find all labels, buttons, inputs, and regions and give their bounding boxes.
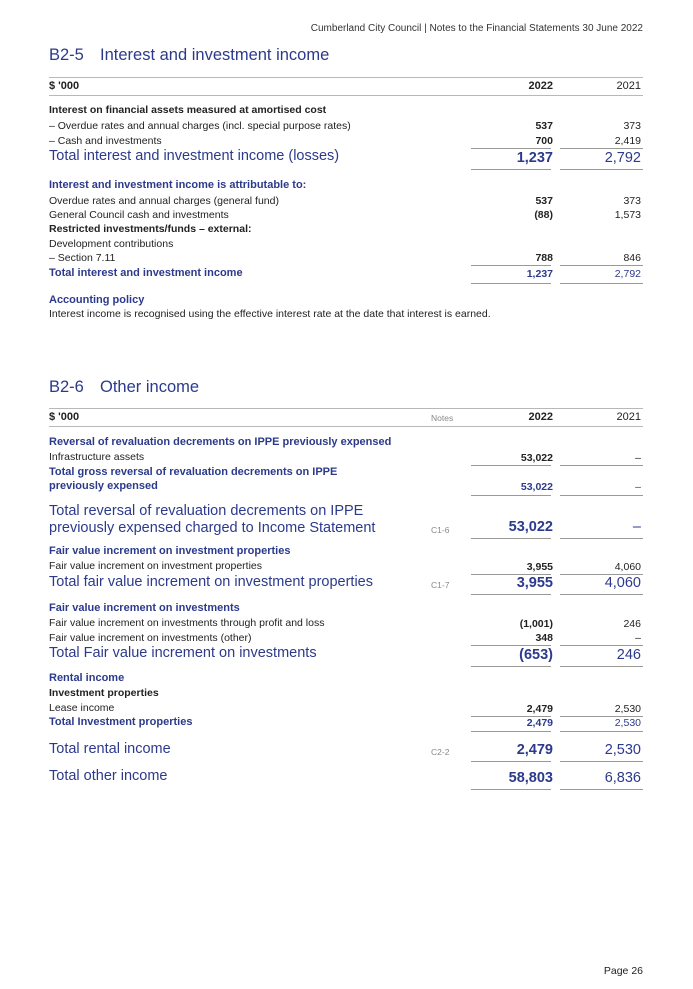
total-value-2021: 2,530	[604, 742, 641, 758]
divider	[49, 77, 643, 78]
underline	[471, 169, 551, 170]
column-2021: 2021	[616, 411, 641, 423]
underline	[560, 538, 643, 539]
total-value-2022: 2,479	[516, 742, 553, 758]
divider	[49, 95, 643, 96]
running-header: Cumberland City Council | Notes to the Financial Statements 30 June 2022	[310, 23, 643, 34]
value-2022: 700	[535, 135, 553, 147]
total-label: Total interest and investment income (losses)	[49, 148, 340, 164]
underline	[560, 148, 643, 149]
note-ref: C2-2	[431, 747, 450, 757]
value-2021: –	[635, 452, 641, 464]
row-label: General Council cash and investments	[49, 209, 229, 221]
subheading: Rental income	[49, 672, 125, 684]
underline	[471, 789, 551, 790]
section-title-b2-6	[49, 378, 199, 397]
value-2022: 537	[535, 120, 553, 132]
row-label: Overdue rates and annual charges (general fund)	[49, 195, 279, 207]
value-2021: 373	[623, 120, 641, 132]
divider	[49, 408, 643, 409]
value-2021: 1,573	[614, 209, 641, 221]
value-2021: 846	[623, 252, 641, 264]
total-value-2022: 1,237	[526, 268, 553, 280]
total-value-2021: 6,836	[604, 770, 641, 786]
column-2022: 2022	[528, 411, 553, 423]
total-value-2021: 2,792	[614, 268, 641, 280]
note-ref: C1-7	[431, 580, 450, 590]
total-label: Total Fair value increment on investments	[49, 645, 317, 661]
total-label: Total interest and investment income	[49, 267, 243, 279]
value-2022: 788	[535, 252, 553, 264]
total-value-2022: 53,022	[508, 519, 553, 535]
value-2021: –	[635, 632, 641, 644]
total-value-2021: 2,530	[614, 717, 641, 729]
row-label: – Cash and investments	[49, 135, 162, 147]
underline	[560, 594, 643, 595]
underline	[471, 495, 551, 496]
row-label: Fair value increment on investments through profit and loss	[49, 617, 325, 629]
underline	[471, 731, 551, 732]
total-label: Total fair value increment on investment properties	[49, 574, 373, 590]
section-heading: Interest and investment income	[100, 46, 330, 64]
value-2021: 2,419	[614, 135, 641, 147]
policy-text: Interest income is recognised using the effective interest rate at the date that interest is earned.	[49, 308, 491, 320]
value-2021: 246	[623, 618, 641, 630]
subheading: Investment properties	[49, 687, 159, 699]
underline	[471, 666, 551, 667]
underline	[560, 666, 643, 667]
value-2022: (88)	[534, 209, 553, 221]
value-2022: 3,955	[526, 561, 553, 573]
row-label: Fair value increment on investment properties	[49, 560, 263, 572]
underline	[560, 761, 643, 762]
underline	[471, 761, 551, 762]
row-label: – Overdue rates and annual charges (incl. special purpose rates)	[49, 120, 351, 132]
underline	[560, 495, 643, 496]
total-value-2021: 2,792	[604, 150, 641, 166]
column-2021: 2021	[616, 80, 641, 92]
total-value-2021: –	[635, 481, 641, 493]
row-label: Development contributions	[49, 238, 174, 250]
total-label: Total reversal of revaluation decrements on IPPE previously expensed charged to Income Statement	[49, 503, 376, 536]
total-label: Total other income	[49, 768, 168, 784]
underline	[560, 789, 643, 790]
total-value-2022: 58,803	[508, 770, 553, 786]
underline	[560, 169, 643, 170]
total-value-2022: 1,237	[516, 150, 553, 166]
total-value-2022: 53,022	[520, 481, 553, 493]
section-heading: Other income	[100, 378, 200, 396]
column-notes: Notes	[431, 413, 454, 423]
underline	[560, 731, 643, 732]
subheading: Fair value increment on investment properties	[49, 545, 291, 557]
total-value-2021: 246	[616, 647, 641, 663]
value-2022: 537	[535, 195, 553, 207]
policy-heading: Accounting policy	[49, 294, 145, 306]
underline	[471, 265, 551, 266]
underline	[560, 283, 643, 284]
section-title-b2-5	[49, 46, 329, 65]
page-number: Page 26	[603, 965, 643, 977]
note-ref: C1-6	[431, 525, 450, 535]
total-value-2022: (653)	[519, 647, 553, 663]
subheading: Fair value increment on investments	[49, 602, 240, 614]
row-label: Lease income	[49, 702, 115, 714]
column-unit: $ '000	[49, 411, 80, 423]
underline	[471, 283, 551, 284]
value-2022: 53,022	[520, 452, 553, 464]
total-label: Total rental income	[49, 741, 171, 757]
total-value-2021: 4,060	[604, 575, 641, 591]
column-2022: 2022	[528, 80, 553, 92]
row-label: Infrastructure assets	[49, 451, 145, 463]
total-label: Total gross reversal of revaluation decrements on IPPE previously expensed	[49, 466, 338, 492]
underline	[560, 645, 643, 646]
subheading: Restricted investments/funds – external:	[49, 223, 252, 235]
underline	[471, 645, 551, 646]
column-unit: $ '000	[49, 80, 80, 92]
total-value-2022: 3,955	[516, 575, 553, 591]
section-number: B2-5	[49, 46, 84, 64]
value-2021: 373	[623, 195, 641, 207]
section-number: B2-6	[49, 378, 84, 396]
value-2022: 2,479	[526, 703, 553, 715]
divider	[49, 426, 643, 427]
subheading: Interest on financial assets measured at amortised cost	[49, 104, 327, 116]
subheading: Interest and investment income is attributable to:	[49, 179, 307, 191]
subheading: Reversal of revaluation decrements on IPPE previously expensed	[49, 436, 392, 448]
underline	[471, 465, 551, 466]
underline	[471, 538, 551, 539]
value-2022: (1,001)	[519, 618, 553, 630]
value-2021: 4,060	[614, 561, 641, 573]
underline	[560, 465, 643, 466]
total-label: Total Investment properties	[49, 716, 193, 728]
underline	[471, 148, 551, 149]
value-2021: 2,530	[614, 703, 641, 715]
underline	[471, 594, 551, 595]
row-label: Fair value increment on investments (other)	[49, 632, 252, 644]
total-value-2021: –	[632, 519, 641, 535]
value-2022: 348	[535, 632, 553, 644]
total-value-2022: 2,479	[526, 717, 553, 729]
row-label: – Section 7.11	[49, 252, 116, 264]
underline	[560, 265, 643, 266]
